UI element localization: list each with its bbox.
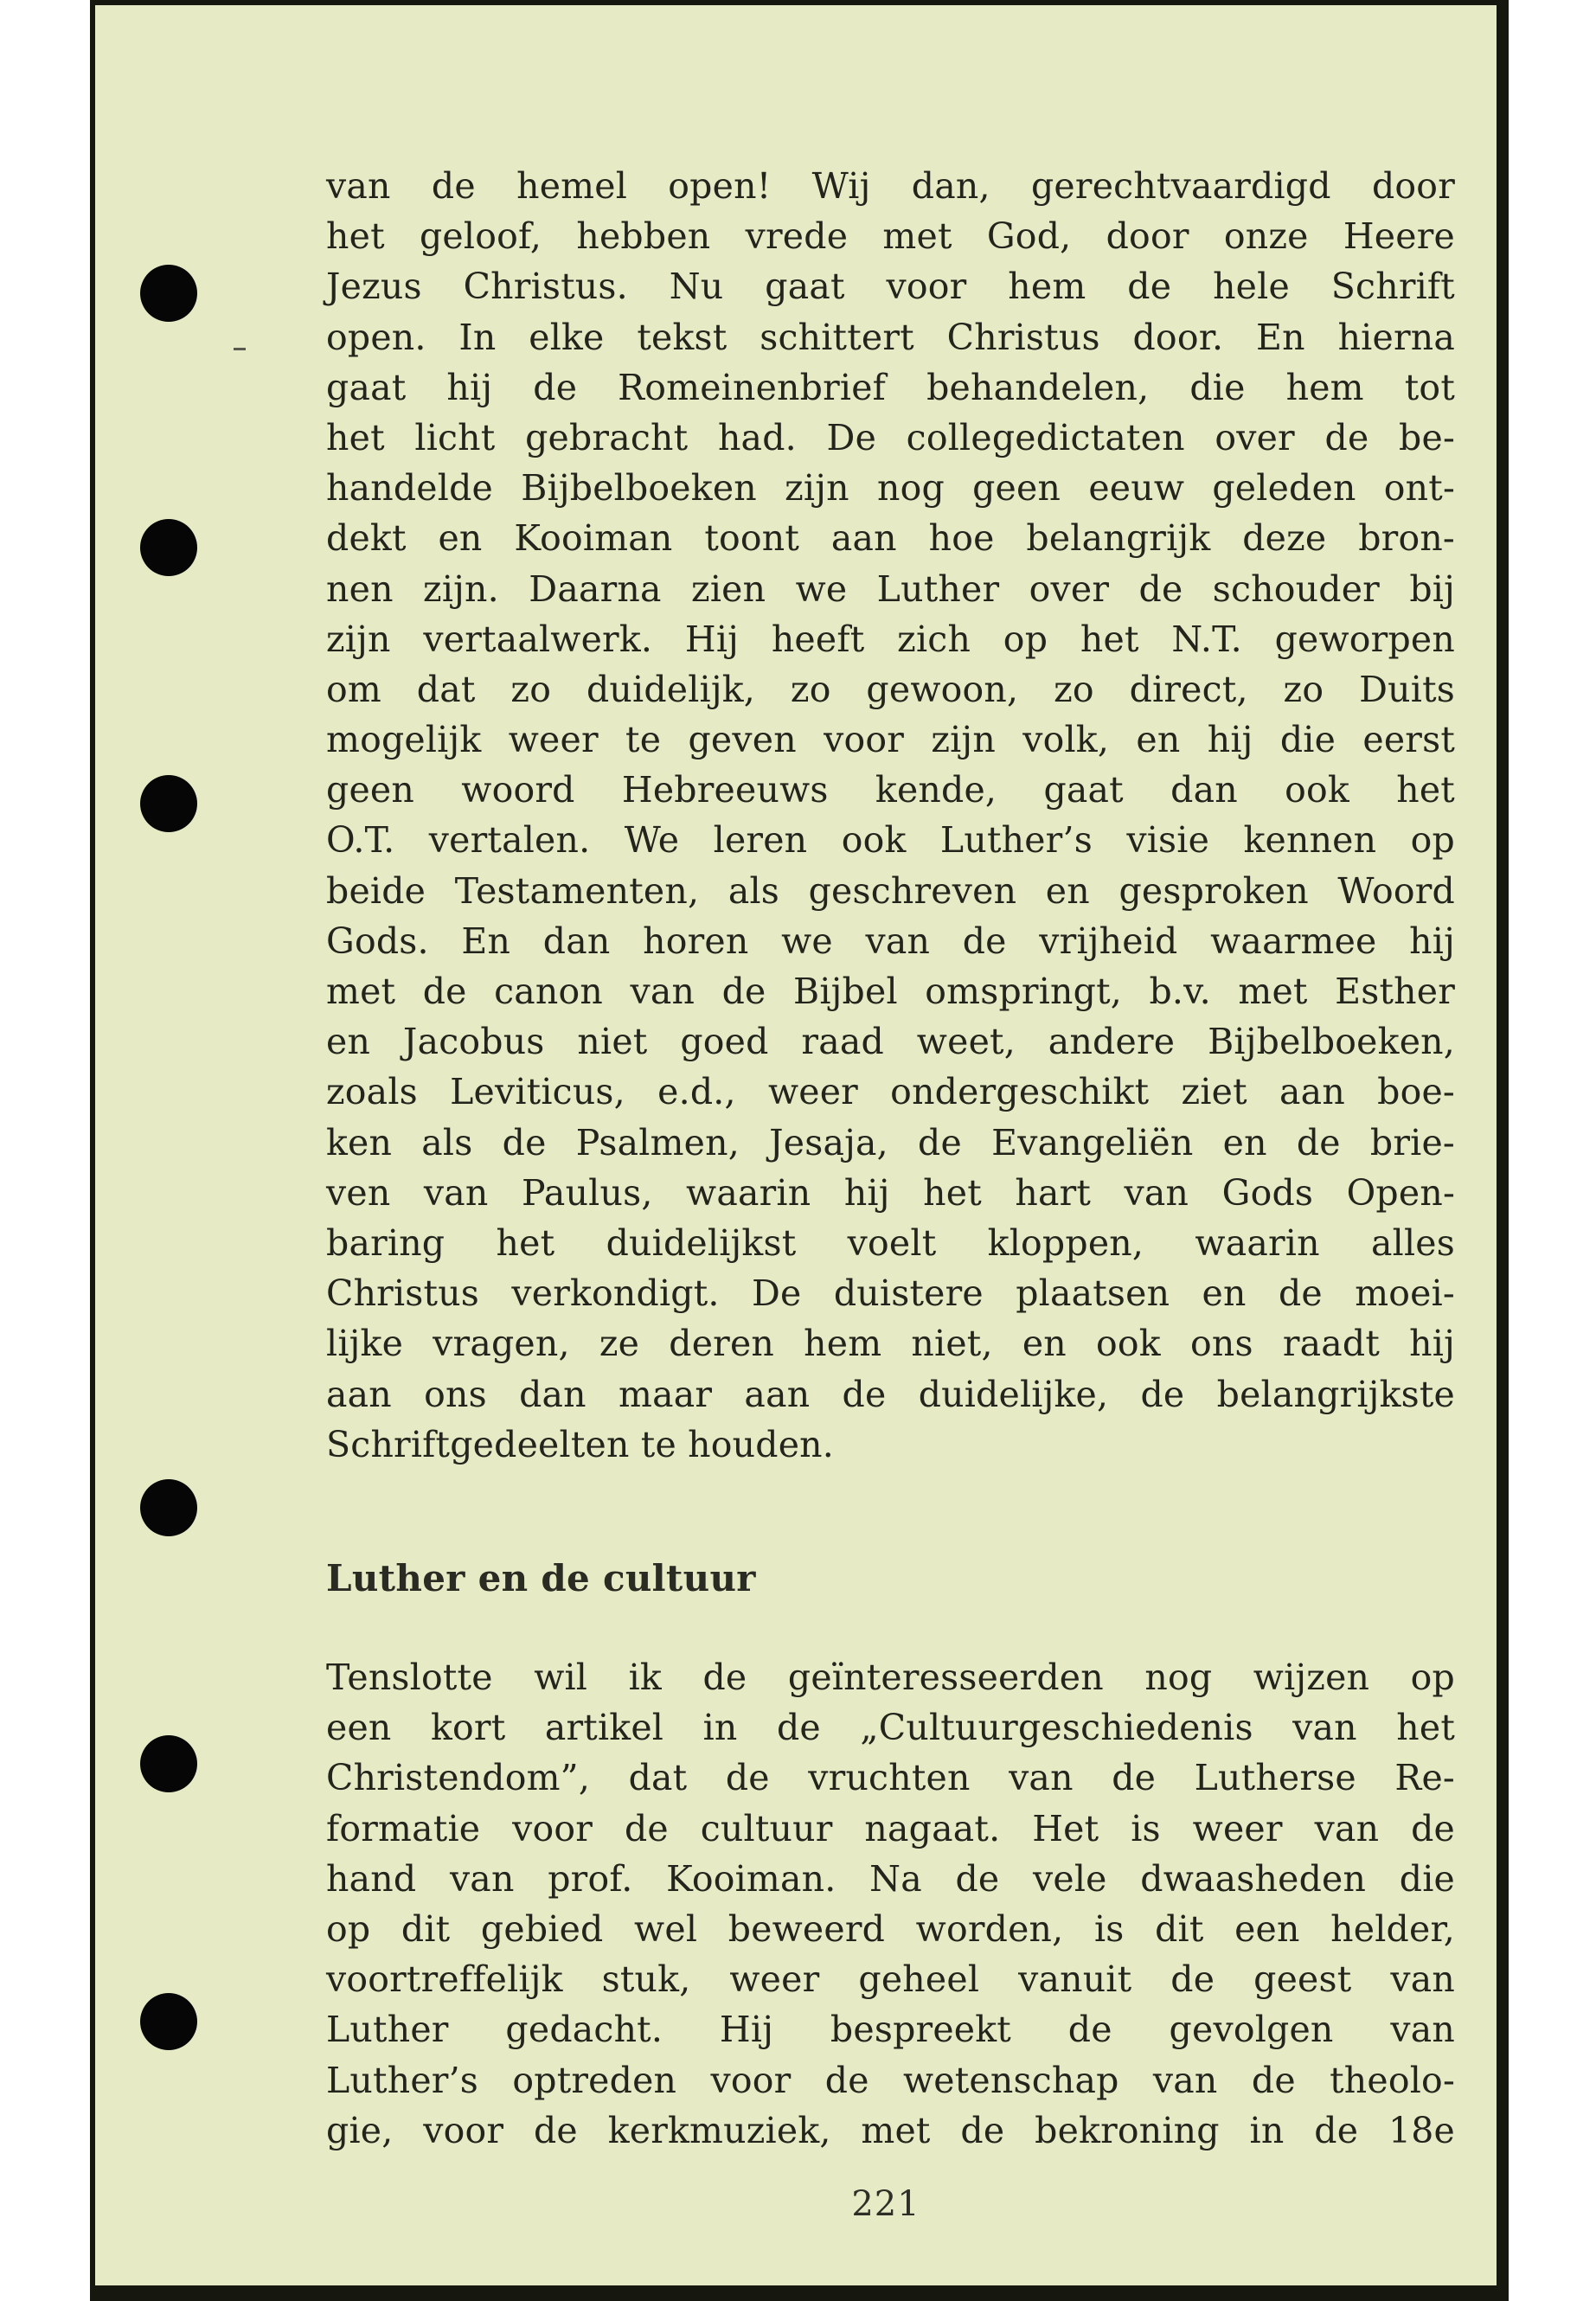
- text-line: gaat hij de Romeinenbrief behandelen, die hem tot: [326, 366, 1455, 408]
- text-line: ven van Paulus, waarin hij het hart van Gods Open-: [326, 1171, 1455, 1214]
- section-heading: Luther en de cultuur: [326, 1557, 756, 1599]
- text-line: met de canon van de Bijbel omspringt, b.v. met Esther: [326, 971, 1455, 1012]
- text-line: op dit gebied wel beweerd worden, is dit een helder,: [326, 1907, 1455, 1950]
- text-line: voortreffelijk stuk, weer geheel vanuit de geest van: [326, 1958, 1455, 2001]
- text-line: mogelijk weer te geven voor zijn volk, en hij die eerst: [326, 719, 1455, 761]
- text-line: O.T. vertalen. We leren ook Luther’s visie kennen op: [326, 819, 1455, 862]
- text-line: gie, voor de kerkmuziek, met de bekroning in de 18e: [326, 2109, 1455, 2151]
- text-line: Christus verkondigt. De duistere plaatsen en de moei-: [326, 1272, 1455, 1315]
- text-line: Jezus Christus. Nu gaat voor hem de hele Schrift: [326, 266, 1455, 308]
- punch-hole: [140, 519, 197, 576]
- text-line: Gods. En dan horen we van de vrijheid waarmee hij: [326, 920, 1455, 962]
- punch-hole: [140, 1479, 197, 1536]
- text-line: formatie voor de cultuur nagaat. Het is weer van de: [326, 1807, 1455, 1849]
- margin-mark: [234, 348, 246, 350]
- text-line: en Jacobus niet goed raad weet, andere Bijbelboeken,: [326, 1021, 1455, 1063]
- page-number: 221: [851, 2184, 920, 2224]
- text-line: zijn vertaalwerk. Hij heeft zich op het N.T. geworpen: [326, 618, 1455, 660]
- text-line: nen zijn. Daarna zien we Luther over de schouder bij: [326, 567, 1455, 610]
- text-line: hand van prof. Kooiman. Na de vele dwaasheden die: [326, 1857, 1455, 1900]
- text-line: Schriftgedeelten te houden.: [326, 1423, 835, 1465]
- text-line: lijke vragen, ze deren hem niet, en ook ons raadt hij: [326, 1323, 1455, 1365]
- text-line: van de hemel open! Wij dan, gerechtvaardigd door: [326, 165, 1455, 207]
- text-line: dekt en Kooiman toont aan hoe belangrijk deze bron-: [326, 517, 1455, 560]
- text-line: om dat zo duidelijk, zo gewoon, zo direct, zo Duits: [326, 668, 1455, 710]
- punch-hole: [140, 1993, 197, 2050]
- body-paragraph-2: [326, 1652, 1455, 2156]
- text-line: handelde Bijbelboeken zijn nog geen eeuw geleden ont-: [326, 467, 1455, 510]
- text-line: geen woord Hebreeuws kende, gaat dan ook het: [326, 769, 1455, 811]
- text-line: Christendom”, dat de vruchten van de Lutherse Re-: [326, 1757, 1455, 1799]
- text-line: zoals Leviticus, e.d., weer ondergeschikt ziet aan boe-: [326, 1071, 1455, 1113]
- text-line: een kort artikel in de „Cultuurgeschiedenis van het: [326, 1707, 1455, 1749]
- text-line: ken als de Psalmen, Jesaja, de Evangeliën en de brie-: [326, 1121, 1455, 1163]
- text-line: beide Testamenten, als geschreven en gesproken Woord: [326, 869, 1455, 912]
- text-line: open. In elke tekst schittert Christus door. En hierna: [326, 316, 1455, 358]
- body-paragraph-1: [326, 161, 1455, 1470]
- punch-hole: [140, 265, 197, 322]
- text-line: Luther’s optreden voor de wetenschap van de theolo-: [326, 2059, 1455, 2101]
- text-line: Luther gedacht. Hij bespreekt de gevolgen van: [326, 2009, 1455, 2051]
- punch-hole: [140, 1735, 197, 1792]
- text-line: het licht gebracht had. De collegedictaten over de be-: [326, 416, 1455, 458]
- book-page: [95, 5, 1497, 2285]
- text-line: Tenslotte wil ik de geïnteresseerden nog wijzen op: [326, 1657, 1455, 1698]
- text-line: het geloof, hebben vrede met God, door onze Heere: [326, 215, 1455, 258]
- text-line: aan ons dan maar aan de duidelijke, de belangrijkste: [326, 1373, 1455, 1415]
- text-line: baring het duidelijkst voelt kloppen, waarin alles: [326, 1221, 1455, 1264]
- punch-hole: [140, 775, 197, 832]
